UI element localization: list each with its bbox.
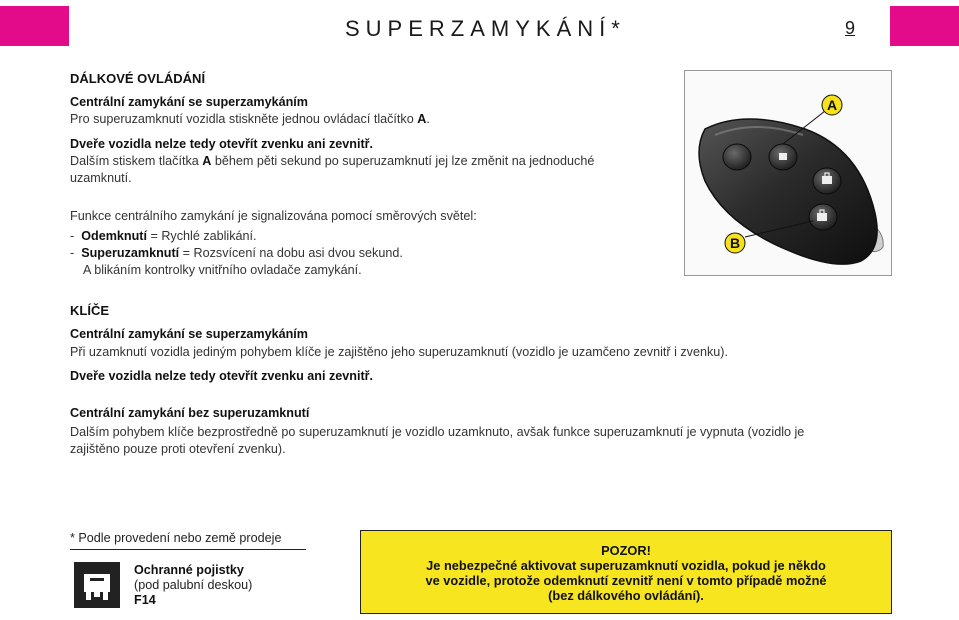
- footnote: * Podle provedení nebo země prodeje: [70, 531, 282, 545]
- page-number: 9: [845, 18, 856, 38]
- fuse-code: F14: [134, 593, 156, 607]
- paragraph-key-no-super-cont: zajištěno pouze proti otevření zvenku).: [70, 442, 286, 456]
- section-heading-keys: KLÍČE: [70, 303, 109, 318]
- paragraph-signal-intro: Funkce centrálního zamykání je signalizována pomocí směrových světel:: [70, 209, 477, 223]
- remote-key-drawing: [685, 71, 891, 275]
- paragraph-key-lock: Při uzamknutí vozidla jediným pohybem klíče je zajištěno jeho superuzamknutí (vozidlo je uzamčeno zevnitř i zvenku).: [70, 345, 728, 359]
- page-tab-left: [0, 6, 69, 46]
- paragraph-press-again-cont: uzamknutí.: [70, 171, 132, 185]
- warning-doors-keys: Dveře vozidla nelze tedy otevřít zvenku ani zevnitř.: [70, 369, 374, 383]
- warning-line-3: (bez dálkového ovládání).: [548, 588, 704, 603]
- page-title: SUPERZAMYKÁNÍ*: [345, 16, 626, 41]
- warning-line-1: Je nebezpečné aktivovat superuzamknutí vozidla, pokud je někdo: [426, 558, 826, 573]
- label-b: B: [729, 235, 741, 251]
- warning-title: POZOR!: [601, 543, 651, 558]
- paragraph-press-again: Dalším stiskem tlačítka A během pěti sekund po superuzamknutí jej lze změnit na jednoduché: [70, 154, 595, 168]
- paragraph-press-button: Pro superuzamknutí vozidla stiskněte jednou ovládací tlačítko A.: [70, 112, 430, 126]
- page-tab-right: [890, 6, 959, 46]
- subheading-central-locking-no-super: Centrální zamykání bez superuzamknutí: [70, 406, 310, 420]
- subheading-central-locking-super-keys: Centrální zamykání se superzamykáním: [70, 327, 308, 341]
- fuse-title: Ochranné pojistky: [134, 563, 244, 577]
- subheading-central-locking-super: Centrální zamykání se superzamykáním: [70, 95, 308, 109]
- remote-button-plain: [723, 144, 751, 170]
- list-item-unlock: - Odemknutí = Rychlé zablikání.: [70, 229, 257, 243]
- list-item-superlock: - Superuzamknutí = Rozsvícení na dobu asi dvou sekund.: [70, 246, 403, 260]
- fuse-info: [134, 563, 252, 608]
- label-a: A: [826, 97, 838, 113]
- warning-doors-remote: Dveře vozidla nelze tedy otevřít zvenku ani zevnitř.: [70, 137, 374, 151]
- warning-line-2: ve vozidle, protože odemknutí zevnitř není v tomto případě možné: [425, 573, 827, 588]
- list-item-superlock-cont: A blikáním kontrolky vnitřního ovladače zamykání.: [83, 263, 362, 277]
- paragraph-key-no-super: Dalším pohybem klíče bezprostředně po superuzamknutí je vozidlo uzamknuto, avšak funkce superuzamknutí je vypnuta (vozidlo je: [70, 425, 805, 439]
- fuse-location: (pod palubní deskou): [134, 578, 253, 592]
- section-heading-remote: DÁLKOVÉ OVLÁDÁNÍ: [70, 71, 206, 86]
- lock-symbol-icon: [779, 153, 787, 160]
- remote-key-illustration: [684, 70, 892, 276]
- footnote-divider: [70, 549, 306, 550]
- fuse-box-icon: [74, 562, 120, 608]
- danger-warning-box: [360, 530, 892, 614]
